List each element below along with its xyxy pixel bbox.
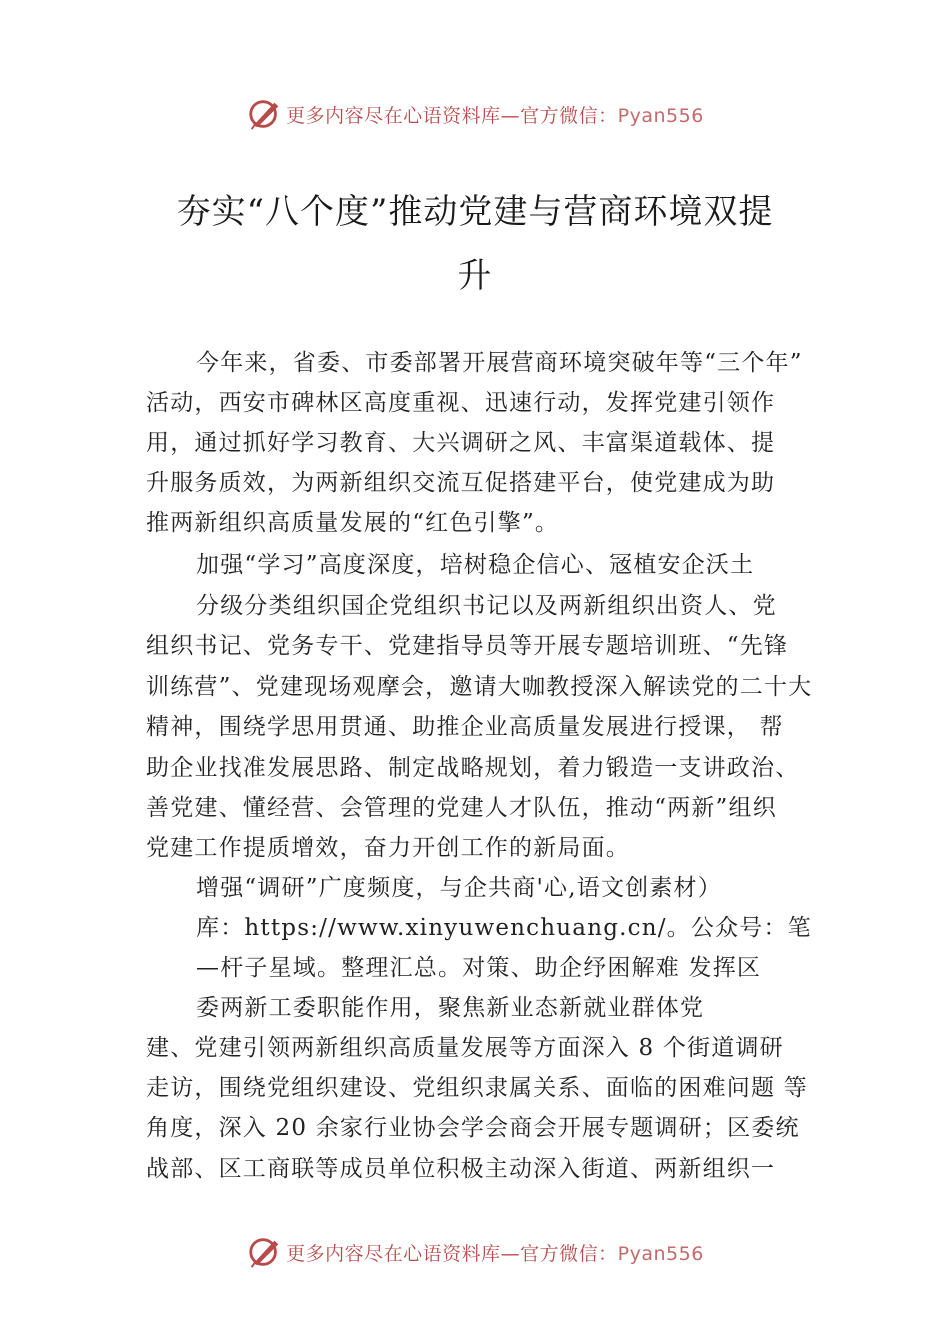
body-line: 分级分类组织国企党组织书记以及两新组织出资人、党 — [196, 593, 777, 619]
body-line: 善党建、懂经营、会管理的党建人才队伍，推动“两新”组织 — [146, 795, 777, 821]
wechat-id: Pyan556 — [617, 1242, 704, 1265]
quill-logo-icon — [246, 1233, 284, 1271]
banner-text: 更多内容尽在心语资料库—官方微信：Pyan556 — [286, 1242, 704, 1265]
header-banner — [0, 92, 950, 136]
title-line-2: 升 — [457, 256, 493, 296]
body-line: 库：https://www.xinyuwenchuang.cn/。公众号：笔 — [196, 915, 812, 941]
body-line: 委两新工委职能作用，聚焦新业态新就业群体党 — [196, 995, 705, 1021]
document-title — [120, 180, 830, 308]
body-line: —杆子星域。整理汇总。对策、助企纾困解难 发挥区 — [196, 955, 762, 981]
body-line: 活动，西安市碑林区高度重视、迅速行动，发挥党建引领作 — [146, 390, 776, 416]
banner-text: 更多内容尽在心语资料库—官方微信：Pyan556 — [286, 104, 704, 127]
body-line: 升服务质效，为两新组织交流互促搭建平台，使党建成为助 — [146, 470, 776, 496]
body-line: 今年来，省委、市委部署开展营商环境突破年等“三个年” — [196, 350, 803, 376]
title-line-1: 夯实“八个度”推动党建与营商环境双提 — [176, 192, 774, 232]
body-line: 用，通过抓好学习教育、大兴调研之风、丰富渠道载体、提 — [146, 430, 776, 456]
body-line: 建、党建引领两新组织高质量发展等方面深入 8 个街道调研 — [146, 1035, 784, 1061]
quill-logo-icon — [246, 95, 284, 133]
body-line: 精神，围绕学思用贯通、助推企业高质量发展进行授课， 帮 — [146, 714, 784, 740]
wechat-id: Pyan556 — [617, 104, 704, 127]
body-line: 助企业找准发展思路、制定战略规划，着力锻造一支讲政治、 — [146, 755, 800, 781]
body-line: 角度，深入 20 余家行业协会学会商会开展专题调研；区委统 — [146, 1115, 800, 1141]
section-heading: 增强“调研”广度频度，与企共商'心,语文创素材） — [196, 875, 722, 901]
body-line: 党建工作提质增效，奋力开创工作的新局面。 — [146, 835, 630, 861]
section-heading: 加强“学习”高度深度，培树稳企信心、㓂植安企沃土 — [196, 552, 755, 578]
body-line: 训练营”、党建现场观摩会，邀请大咖教授深入解读党的二十大 — [146, 674, 813, 700]
body-line: 推两新组织高质量发展的“红色引擎”。 — [146, 510, 560, 536]
body-line: 组织书记、党务专干、党建指导员等开展专题培训班、“先锋 — [146, 633, 789, 659]
footer-banner — [0, 1230, 950, 1274]
body-line: 战部、区工商联等成员单位积极主动深入街道、两新组织一 — [146, 1156, 776, 1182]
body-line: 走访，围绕党组织建设、党组织隶属关系、面临的困难问题 等 — [146, 1075, 808, 1101]
